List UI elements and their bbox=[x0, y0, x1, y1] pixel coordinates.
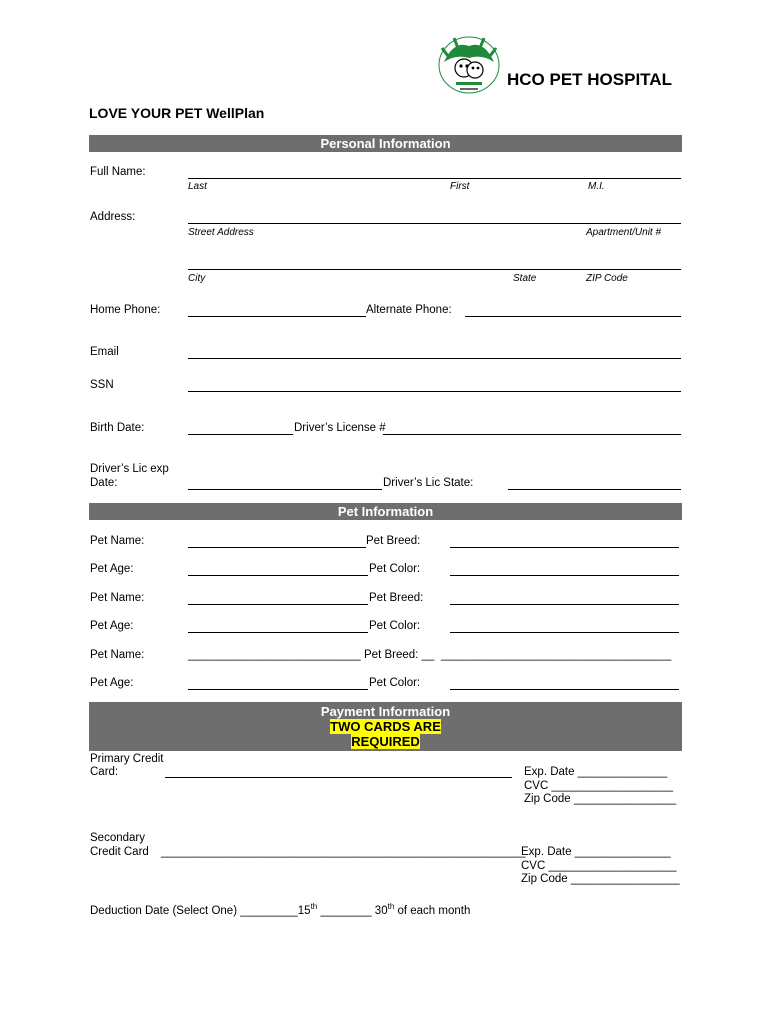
pet-row-label: Pet Breed: bbox=[369, 592, 424, 604]
alternate-phone-label: Alternate Phone: bbox=[366, 304, 452, 316]
personal-section-header bbox=[89, 135, 682, 152]
birth-date-field[interactable] bbox=[188, 434, 293, 435]
two-cards-notice: TWO CARDS ARE bbox=[330, 719, 441, 734]
secondary-card-label-line1: Secondary bbox=[90, 832, 145, 844]
pet-section-title: Pet Information bbox=[337, 504, 434, 519]
pet-row-label: Pet Age: bbox=[90, 620, 134, 632]
home-phone-field[interactable] bbox=[188, 316, 366, 317]
lic-exp-field[interactable] bbox=[188, 489, 382, 490]
pet-breed-field[interactable] bbox=[450, 604, 679, 605]
ssn-field[interactable] bbox=[188, 391, 681, 392]
pet-age-field[interactable] bbox=[188, 632, 368, 633]
payment-section-header bbox=[89, 702, 682, 751]
pet-age-field[interactable] bbox=[188, 689, 368, 690]
deduction-suffix: of each month bbox=[394, 904, 471, 917]
pet-row-label: Pet Breed: bbox=[366, 535, 421, 547]
hospital-logo bbox=[434, 32, 504, 98]
city-caption: City bbox=[188, 273, 206, 284]
secondary-zip[interactable]: Zip Code _________________ bbox=[521, 873, 680, 885]
pet-age-field[interactable] bbox=[188, 575, 368, 576]
secondary-exp-date[interactable]: Exp. Date _______________ bbox=[521, 846, 671, 858]
pet-name-field[interactable] bbox=[188, 604, 368, 605]
email-label: Email bbox=[90, 346, 119, 358]
drivers-license-field[interactable] bbox=[383, 434, 681, 435]
payment-section-title: Payment Information bbox=[320, 704, 451, 719]
lic-exp-label-line2: Date: bbox=[90, 477, 118, 489]
lic-state-label: Driver’s Lic State: bbox=[383, 477, 474, 489]
deduction-date-line[interactable] bbox=[90, 902, 470, 917]
drivers-license-label: Driver’s License # bbox=[294, 422, 386, 434]
birth-date-label: Birth Date: bbox=[90, 422, 145, 434]
pet-row-label: Pet Name: bbox=[90, 535, 145, 547]
secondary-card-field[interactable]: _________________________________________________________ bbox=[161, 846, 526, 858]
mi-caption: M.I. bbox=[588, 181, 605, 192]
lic-state-field[interactable] bbox=[508, 489, 681, 490]
city-state-zip-field[interactable] bbox=[188, 269, 681, 270]
pet-name-field[interactable] bbox=[188, 547, 366, 548]
state-caption: State bbox=[513, 273, 537, 284]
last-caption: Last bbox=[188, 181, 207, 192]
primary-card-label-line2: Card: bbox=[90, 766, 119, 778]
full-name-label: Full Name: bbox=[90, 166, 146, 178]
street-address-field[interactable] bbox=[188, 223, 681, 224]
primary-zip[interactable]: Zip Code ________________ bbox=[524, 793, 677, 805]
secondary-cvc[interactable]: CVC ____________________ bbox=[521, 860, 677, 872]
pet-row-label: Pet Age: bbox=[90, 677, 134, 689]
primary-cvc[interactable]: CVC ___________________ bbox=[524, 780, 673, 792]
street-caption: Street Address bbox=[188, 227, 254, 238]
ssn-label: SSN bbox=[90, 379, 114, 391]
full-name-field[interactable] bbox=[188, 178, 681, 179]
pet-breed-blank[interactable]: ____________________________________ bbox=[441, 649, 672, 661]
deduction-sup2: th bbox=[387, 902, 395, 911]
email-field[interactable] bbox=[188, 358, 681, 359]
lic-exp-label-line1: Driver’s Lic exp bbox=[90, 463, 169, 475]
home-phone-label: Home Phone: bbox=[90, 304, 161, 316]
form-title: LOVE YOUR PET WellPlan bbox=[89, 105, 265, 121]
pet-row-label: Pet Name: bbox=[90, 649, 145, 661]
required-notice: REQUIRED bbox=[351, 734, 420, 749]
pet-name-blank[interactable]: ___________________________ bbox=[188, 649, 361, 661]
primary-card-field[interactable] bbox=[165, 777, 512, 778]
pet-row-label: Pet Age: bbox=[90, 563, 134, 575]
pet-color-field[interactable] bbox=[450, 575, 679, 576]
deduction-sup1: th bbox=[310, 902, 318, 911]
deduction-middle: ________ 30 bbox=[317, 904, 388, 917]
secondary-card-label-line2: Credit Card bbox=[90, 846, 149, 858]
pet-breed-text: Pet Breed: __ bbox=[364, 649, 435, 661]
pet-row-label: Pet Color: bbox=[369, 620, 421, 632]
pet-row-label: Pet Color: bbox=[369, 677, 421, 689]
primary-card-label-line1: Primary Credit bbox=[90, 753, 164, 765]
hospital-name: HCO PET HOSPITAL bbox=[507, 70, 672, 89]
pet-color-field[interactable] bbox=[450, 689, 679, 690]
pet-color-field[interactable] bbox=[450, 632, 679, 633]
deduction-prefix: Deduction Date (Select One) _________15 bbox=[90, 904, 311, 917]
primary-exp-date[interactable]: Exp. Date ______________ bbox=[524, 766, 668, 778]
first-caption: First bbox=[450, 181, 470, 192]
apartment-caption: Apartment/Unit # bbox=[586, 227, 662, 238]
address-label: Address: bbox=[90, 211, 136, 223]
pet-row-label: Pet Name: bbox=[90, 592, 145, 604]
pet-row-label: Pet Color: bbox=[369, 563, 421, 575]
alternate-phone-field[interactable] bbox=[465, 316, 681, 317]
pet-section-header bbox=[89, 503, 682, 520]
personal-section-title: Personal Information bbox=[320, 136, 451, 151]
pet-breed-field[interactable] bbox=[450, 547, 679, 548]
zip-caption: ZIP Code bbox=[586, 273, 628, 284]
